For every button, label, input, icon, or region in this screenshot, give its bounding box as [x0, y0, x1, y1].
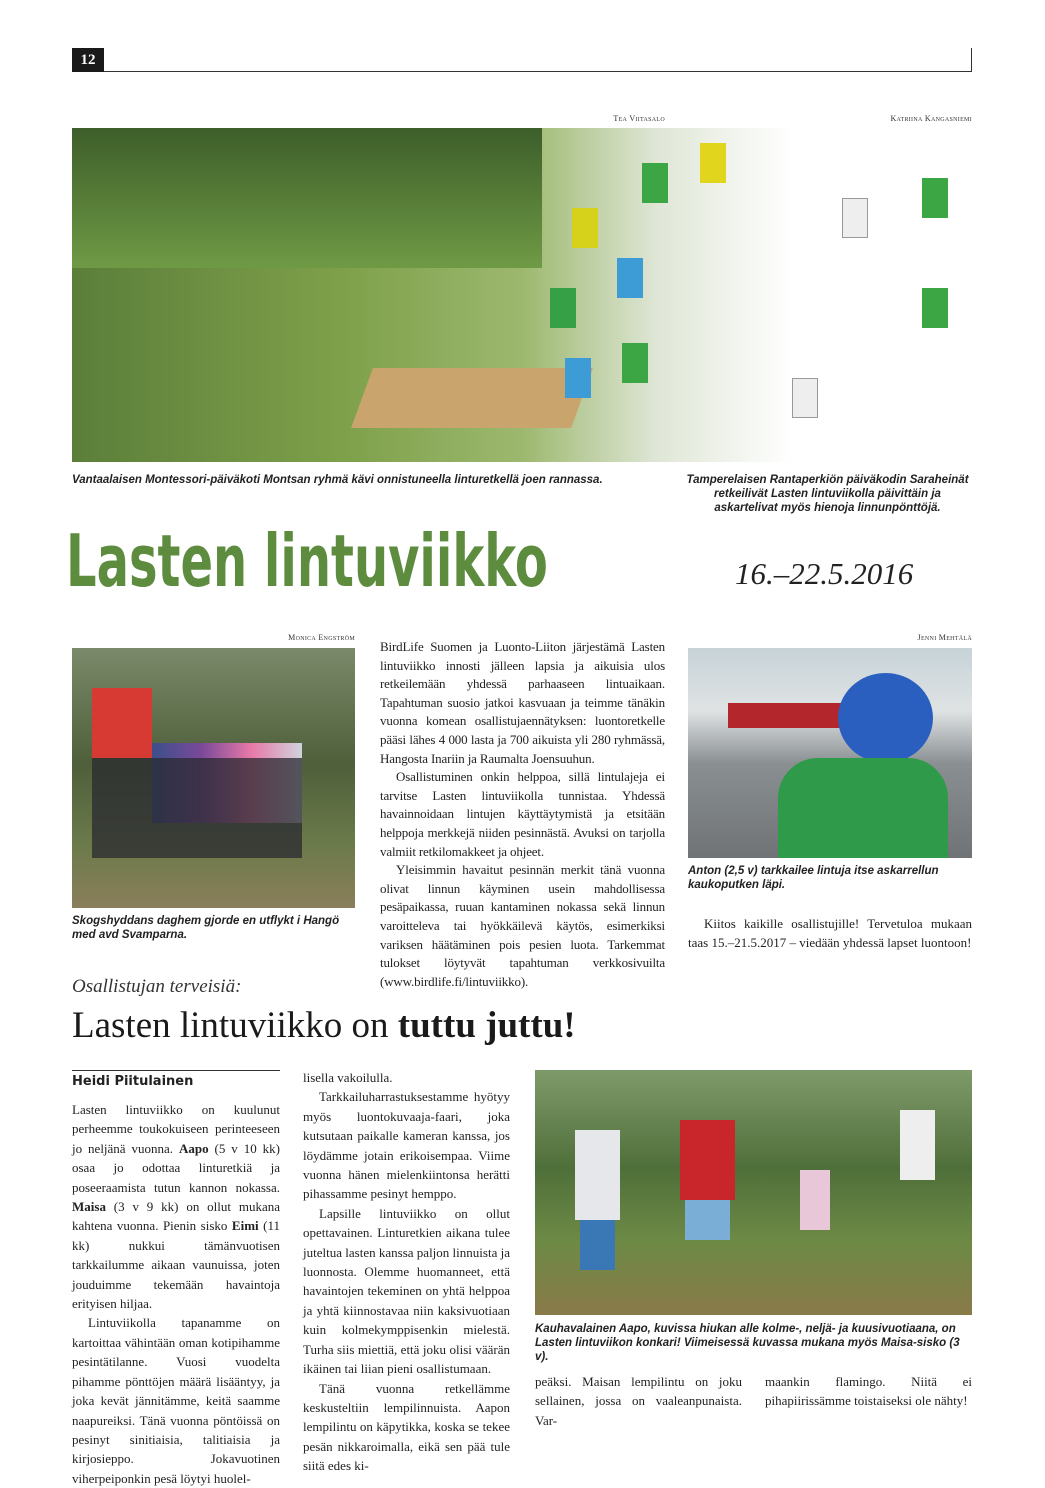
- page-number: 12: [72, 48, 104, 72]
- article-column-3: [535, 1372, 742, 1430]
- intro-text: [380, 638, 665, 991]
- aapo-collage-photo: [535, 1070, 972, 1315]
- thanks-text: [688, 914, 972, 953]
- article-column-1: [72, 1100, 280, 1488]
- aapo-collage-caption: Kauhavalainen Aapo, kuvissa hiukan alle kolme-, neljä- ja kuusivuotiaana, on Lasten lintuviikon konkari! Viimeisessä kuvassa mukana myös Maisa-sisko (3 v).: [535, 1323, 960, 1363]
- lasten-lintuviikko-logo: Lasten lintuviikko: [66, 520, 548, 604]
- headline: [72, 1004, 576, 1048]
- article-column-4: [765, 1372, 972, 1411]
- paragraph: Kiitos kaikille osallistujille! Tervetuloa mukaan taas 15.–21.5.2017 – viedään yhdessä lapset luontoon!: [688, 916, 972, 951]
- photo-credit: Katriina Kangasniemi: [890, 114, 972, 123]
- paragraph: Lintuviikolla tapanamme on kartoittaa vähintään oman kotipihamme pesintätilanne. Vuosi vuodelta pihamme pönttöjen määrä lisääntyy, ja joka kevät jännitämme, keitä saamme naapureiksi. Tänä vuonna pöntöissä on pesinyt sinitiaisia, talitiaisia ja kirjosieppo. Jokavuotinen viherpeiponkin pesä löytyi huolel-: [72, 1315, 280, 1486]
- paragraph: Osallistuminen onkin helppoa, sillä lintulajeja ei tarvitse Lasten lintuviikolla tunnistaa. Yhdessä havainnoidaan lintujen käyttäytymistä ja etsitään helppoja merkkejä niiden pesinnästä. Avuksi on tarjolla valmiit retkilomakkeet ja ohjeet.: [380, 769, 665, 859]
- group-photo: [72, 648, 355, 908]
- header-rule: [104, 71, 972, 72]
- top-photo-caption: Vantaalaisen Montessori-päiväkoti Montsan ryhmä kävi onnistuneella linturetkellä joen rannassa.: [72, 474, 603, 486]
- text: (11 kk) nukkui tämänvuotisen tarkkailumme aikaan vaunuissa, joten jouduimme tekemään havaintoja erityisen hiljaa.: [72, 1218, 280, 1312]
- event-date: 16.–22.5.2016: [735, 556, 914, 591]
- headline-normal: Lasten lintuviikko on: [72, 1005, 398, 1046]
- paragraph: Yleisimmin havaitut pesinnän merkit tänä vuonna olivat linnun käyminen usein mahdollisessa pesäpaikassa, ruuan kantaminen nokassa sekä linnun varoitteleva tai hyökkäilevä käytös, esimerkiksi variksen häätäminen pois pesien luota. Tarkemmat tulokset löytyvät tapahtuman verkkosivuilta (www.birdlife.fi/lintuviikko).: [380, 862, 665, 989]
- photo-credit: Tea Viitasalo: [613, 114, 665, 123]
- name-aapo: Aapo: [178, 1140, 209, 1156]
- article-column-2: [303, 1068, 510, 1476]
- paragraph: [72, 1100, 280, 1313]
- photo-credit: Jenni Mehtälä: [917, 633, 972, 642]
- paragraph: Tarkkailuharrastuksestamme hyötyy myös luontokuvaaja-faari, joka kutsutaan paikalle kameran kanssa, jos löydämme jotain erikoisempaa. Viime vuonna hänen mielenkiintonsa herätti pihassamme pesinyt hemppo.: [303, 1089, 510, 1202]
- kicker: Osallistujan terveisiä:: [72, 976, 242, 997]
- paragraph: lisella vakoilulla.: [303, 1070, 393, 1085]
- child-telescope-caption: Anton (2,5 v) tarkkailee lintuja itse askarrellun kaukoputken läpi.: [688, 865, 939, 891]
- child-telescope-photo: [688, 648, 972, 858]
- name-eimi: Eimi: [231, 1218, 259, 1234]
- paragraph: Tänä vuonna retkellämme keskusteltiin lempilinnuista. Aapon lempilintu on käpytikka, koska se tekee pesän nikkaroimalla, eikä sen pää tule siitä edes ki-: [303, 1380, 510, 1474]
- text: (5 v 10 kk) osaa jo odottaa linturetkiä ja poseeraamista tutun kannon nokassa.: [72, 1140, 280, 1195]
- author-byline: Heidi Piitulainen: [72, 1070, 280, 1089]
- header-rule-end: [971, 48, 972, 72]
- paragraph: peäksi. Maisan lempilintu on joku sellainen, jossa on vaaleanpunaista. Var-: [535, 1374, 742, 1428]
- top-photo: [72, 128, 972, 462]
- name-maisa: Maisa: [72, 1199, 106, 1215]
- paragraph: Lapsille lintuviikko on ollut opettavainen. Linturetkien aikana tulee juteltua lasten kanssa paljon linnuista ja luonnosta. Olemme huomanneet, että havaintojen tekeminen on yhtä helppoa ja yhtä kiinnostavaa niin kaksivuotiaan kuin kolmekymppisenkin mielestä. Turha siis miettiä, että joku olisi väärän ikäinen tai liian pieni osallistumaan.: [303, 1205, 510, 1377]
- group-photo-caption: Skogshyddans daghem gjorde en utflykt i Hangö med avd Svamparna.: [72, 915, 340, 941]
- text: (3 v 9 kk) on ollut mukana kahtena vuonna. Pienin sisko: [72, 1199, 280, 1234]
- paragraph: BirdLife Suomen ja Luonto-Liiton järjestämä Lasten lintuviikko innosti jälleen lapsia ja aikuisia ulos retkeilemään yhdessä parhaaseen lintuaikaan. Tapahtuman suosio jatkoi kasvuaan ja teimme tänäkin vuonna komean osallistujaennätyksen: luontoretkelle pääsi lähes 4 000 lasta ja 700 aikuista yli 280 ryhmässä, Hangosta Inariin ja Raumalta Joensuuhun.: [380, 639, 665, 766]
- photo-credit: Monica Engström: [288, 633, 355, 642]
- paragraph: maankin flamingo. Niitä ei pihapiirissämme toistaiseksi ole nähty!: [765, 1374, 972, 1409]
- top-photo-caption-right: Tamperelaisen Rantaperkiön päiväkodin Saraheinät retkeilivät Lasten lintuviikolla päivittäin ja askartelivat myös hienoja linnunpönttöjä.: [686, 474, 969, 514]
- headline-bold: tuttu juttu!: [397, 1005, 576, 1046]
- text: Lasten lintuviikko on kuulunut perheemme toukokuiseen perinteeseen jo neljänä vuonna.: [72, 1102, 280, 1156]
